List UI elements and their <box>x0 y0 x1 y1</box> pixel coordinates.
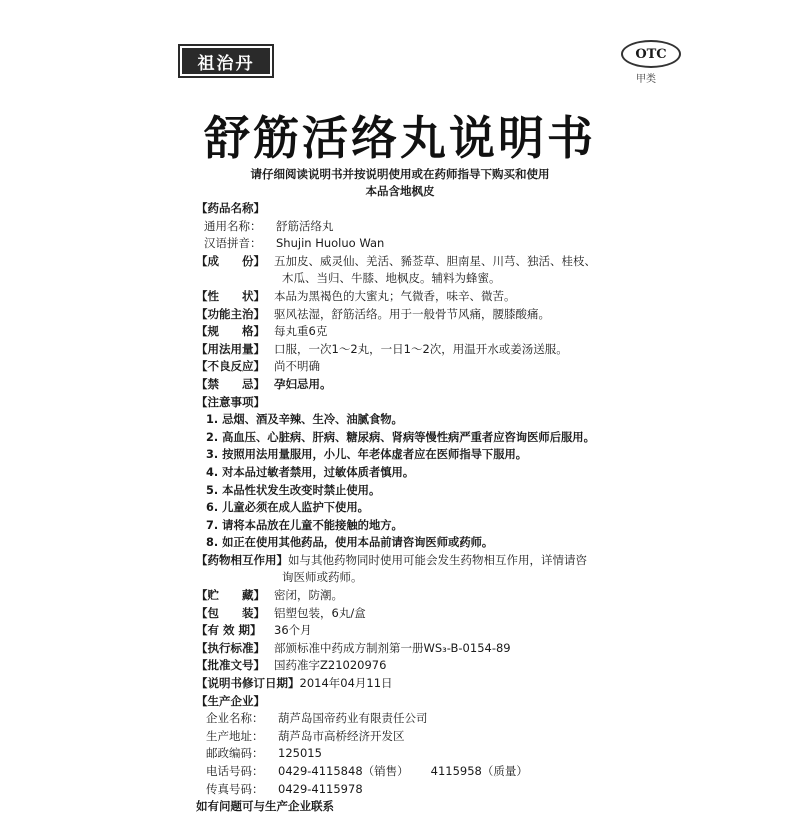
validity-value: 36个月 <box>274 623 312 638</box>
properties-value: 本品为黑褐色的大蜜丸；气微香，味辛、微苦。 <box>274 288 516 303</box>
phone-value-sales: 0429-4115848（销售） <box>278 764 409 778</box>
package-label: 【包 装】 <box>196 605 265 620</box>
drug-name-header: 【药品名称】 <box>196 201 265 215</box>
precaution-item: 6. 儿童必须在成人监护下使用。 <box>206 501 369 515</box>
ingredient-warning: 本品含地枫皮 <box>365 184 435 198</box>
precaution-item: 4. 对本品过敏者禁用，过敏体质者慎用。 <box>206 465 415 479</box>
interactions-value-1: 如与其他药物同时使用可能会发生药物相互作用，详情请咨 <box>288 552 587 567</box>
phone-row <box>196 763 666 781</box>
interactions-row-2 <box>196 569 666 587</box>
address-row <box>196 728 666 746</box>
manufacturer-section <box>196 693 666 711</box>
properties-label: 【性 状】 <box>196 288 265 303</box>
adverse-label: 【不良反应】 <box>196 359 265 374</box>
fax-label: 传真号码： <box>206 781 264 796</box>
contraindications-row <box>196 376 666 394</box>
ingredients-label: 【成 份】 <box>196 253 265 268</box>
ingredients-row <box>196 253 666 271</box>
brand-logo: 祖治丹 <box>178 44 274 78</box>
storage-label: 【贮 藏】 <box>196 588 265 603</box>
otc-badge: OTC <box>621 40 681 68</box>
generic-name-value: 舒筋活络丸 <box>276 218 334 233</box>
standard-label: 【执行标准】 <box>196 640 265 655</box>
usage-notice: 请仔细阅读说明书并按说明使用或在药师指导下购买和使用 <box>250 167 550 181</box>
ingredients-value-1: 五加皮、威灵仙、羌活、豨莶草、胆南星、川芎、独活、桂枝、 <box>274 253 596 268</box>
generic-name-label: 通用名称： <box>204 218 262 233</box>
phone-label: 电话号码： <box>206 764 264 778</box>
precaution-item: 2. 高血压、心脏病、肝病、糖尿病、肾病等慢性病严重者应咨询医师后服用。 <box>206 430 595 444</box>
storage-value: 密闭，防潮。 <box>274 588 343 603</box>
indications-row <box>196 306 666 324</box>
address-label: 生产地址： <box>206 728 264 743</box>
adverse-value: 尚不明确 <box>274 359 320 374</box>
company-name-value: 葫芦岛国帝药业有限责任公司 <box>278 711 428 726</box>
adverse-row <box>196 358 666 376</box>
phone-value-quality: 4115958（质量） <box>430 764 528 778</box>
indications-value: 驱风祛湿，舒筋活络。用于一般骨节风痛，腰膝酸痛。 <box>274 306 550 321</box>
precaution-item: 1. 忌烟、酒及辛辣、生冷、油腻食物。 <box>206 413 403 427</box>
interactions-row <box>196 552 666 570</box>
postcode-value: 125015 <box>278 746 322 761</box>
indications-label: 【功能主治】 <box>196 306 265 321</box>
contraindications-label: 【禁 忌】 <box>196 376 265 391</box>
storage-row <box>196 587 666 605</box>
package-row <box>196 605 666 623</box>
standard-value: 部颁标准中药成方制剂第一册WS₃-B-0154-89 <box>274 640 511 655</box>
fax-row <box>196 781 666 799</box>
dosage-label: 【用法用量】 <box>196 341 265 356</box>
ingredients-value-2: 木瓜、当归、牛膝、地枫皮。辅料为蜂蜜。 <box>282 271 501 286</box>
drug-name-section <box>196 200 666 218</box>
validity-label: 【有 效 期】 <box>196 623 262 638</box>
standard-row <box>196 640 666 658</box>
pinyin-row <box>196 235 666 253</box>
pinyin-value: Shujin Huoluo Wan <box>276 236 385 251</box>
precaution-item: 8. 如正在使用其他药品，使用本品前请咨询医师或药师。 <box>206 536 494 550</box>
leaflet-body <box>196 200 666 816</box>
specification-row <box>196 323 666 341</box>
interactions-value-2: 询医师或药师。 <box>282 570 363 585</box>
package-value: 铝塑包装，6丸/盒 <box>274 605 366 620</box>
dosage-value: 口服，一次1～2丸，一日1～2次，用温开水或姜汤送服。 <box>274 341 568 356</box>
revision-label: 【说明书修订日期】 <box>196 676 300 691</box>
dosage-row <box>196 341 666 359</box>
specification-value: 每丸重6克 <box>274 324 328 339</box>
generic-name-row <box>196 218 666 236</box>
approval-row <box>196 657 666 675</box>
otc-class-label: 甲类 <box>636 74 656 85</box>
validity-row <box>196 622 666 640</box>
precautions-header: 【注意事项】 <box>196 394 265 409</box>
approval-value: 国药准字Z21020976 <box>274 658 387 673</box>
specification-label: 【规 格】 <box>196 324 265 339</box>
precaution-item: 3. 按照用法用量服用，小儿、年老体虚者应在医师指导下服用。 <box>206 448 528 462</box>
company-name-label: 企业名称： <box>206 711 264 726</box>
precaution-item: 7. 请将本品放在儿童不能接触的地方。 <box>206 518 403 532</box>
properties-row <box>196 288 666 306</box>
approval-label: 【批准文号】 <box>196 658 265 673</box>
company-name-row <box>196 710 666 728</box>
postcode-label: 邮政编码： <box>206 746 264 761</box>
fax-value: 0429-4115978 <box>278 781 363 796</box>
interactions-label: 【药物相互作用】 <box>196 552 288 567</box>
contraindications-value: 孕妇忌用。 <box>274 376 332 391</box>
manufacturer-header: 【生产企业】 <box>196 693 265 708</box>
precautions-section <box>196 394 666 412</box>
revision-value: 2014年04月11日 <box>299 676 393 691</box>
precaution-item: 5. 本品性状发生改变时禁止使用。 <box>206 483 381 497</box>
address-value: 葫芦岛市高桥经济开发区 <box>278 728 405 743</box>
document-title: 舒筋活络丸说明书 <box>204 111 596 165</box>
contact-footer: 如有问题可与生产企业联系 <box>196 799 334 814</box>
revision-row <box>196 675 666 693</box>
pinyin-label: 汉语拼音： <box>204 236 262 251</box>
postcode-row <box>196 745 666 763</box>
ingredients-row-2 <box>196 270 666 288</box>
